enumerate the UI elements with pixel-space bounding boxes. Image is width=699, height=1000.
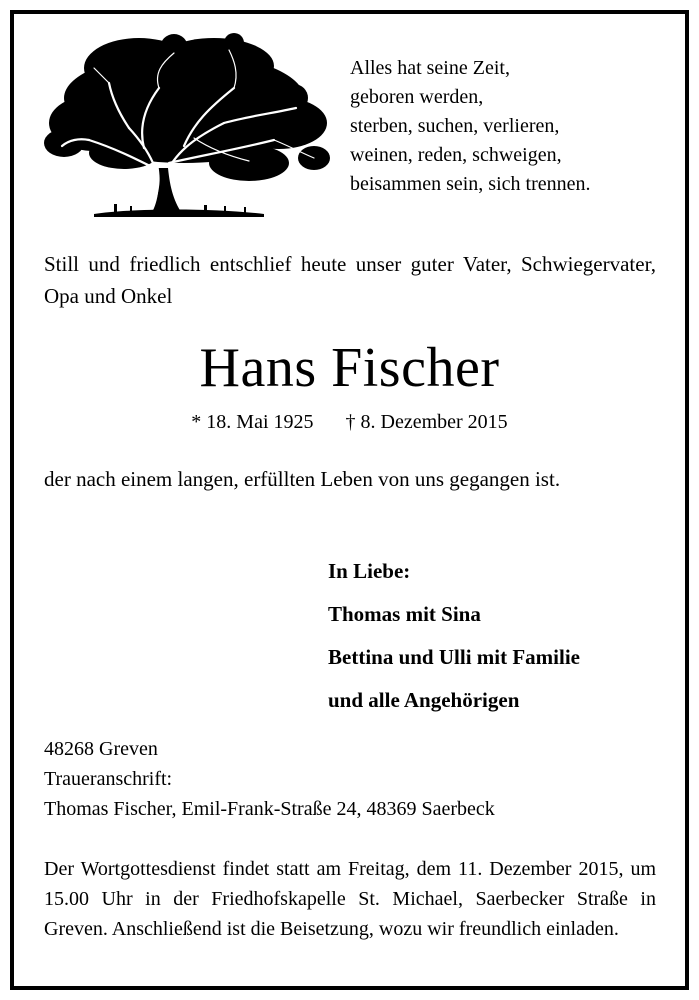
birth-date: * 18. Mai 1925 bbox=[191, 411, 314, 433]
intro-text: Still und friedlich entschlief heute unser guter Vater, Schwiegervater, Opa und Onkel bbox=[44, 252, 656, 308]
mourners-list bbox=[328, 550, 580, 722]
life-dates bbox=[14, 410, 685, 434]
poem-line: geboren werden, bbox=[350, 86, 484, 108]
deceased-name: Hans Fischer bbox=[199, 337, 500, 399]
poem bbox=[350, 54, 591, 199]
mourners-heading: In Liebe: bbox=[328, 559, 411, 583]
passage-text: der nach einem langen, erfüllten Leben von uns gegangen ist. bbox=[44, 467, 561, 491]
address-label: Traueranschrift: bbox=[44, 768, 173, 790]
death-date: † 8. Dezember 2015 bbox=[345, 411, 508, 433]
address-contact: Thomas Fischer, Emil-Frank-Straße 24, 48369 Saerbeck bbox=[44, 798, 495, 820]
service-info: Der Wortgottesdienst findet statt am Freitag, dem 11. Dezember 2015, um 15.00 Uhr in der Friedhofskapelle St. Michael, Saerbecker Straße in Greven. Anschließend ist die Beisetzung, wozu wir freundlich einladen. bbox=[44, 858, 656, 940]
poem-line: weinen, reden, schweigen, bbox=[350, 144, 562, 166]
mourning-address bbox=[44, 734, 495, 824]
mourner-line: Bettina und Ulli mit Familie bbox=[328, 645, 580, 669]
obituary-notice bbox=[10, 10, 689, 990]
poem-line: Alles hat seine Zeit, bbox=[350, 57, 510, 79]
poem-line: sterben, suchen, verlieren, bbox=[350, 115, 560, 137]
mourner-line: und alle Angehörigen bbox=[328, 688, 520, 712]
mourner-line: Thomas mit Sina bbox=[328, 602, 481, 626]
tree-icon bbox=[34, 28, 332, 218]
poem-line: beisammen sein, sich trennen. bbox=[350, 173, 591, 195]
address-city: 48268 Greven bbox=[44, 738, 158, 760]
